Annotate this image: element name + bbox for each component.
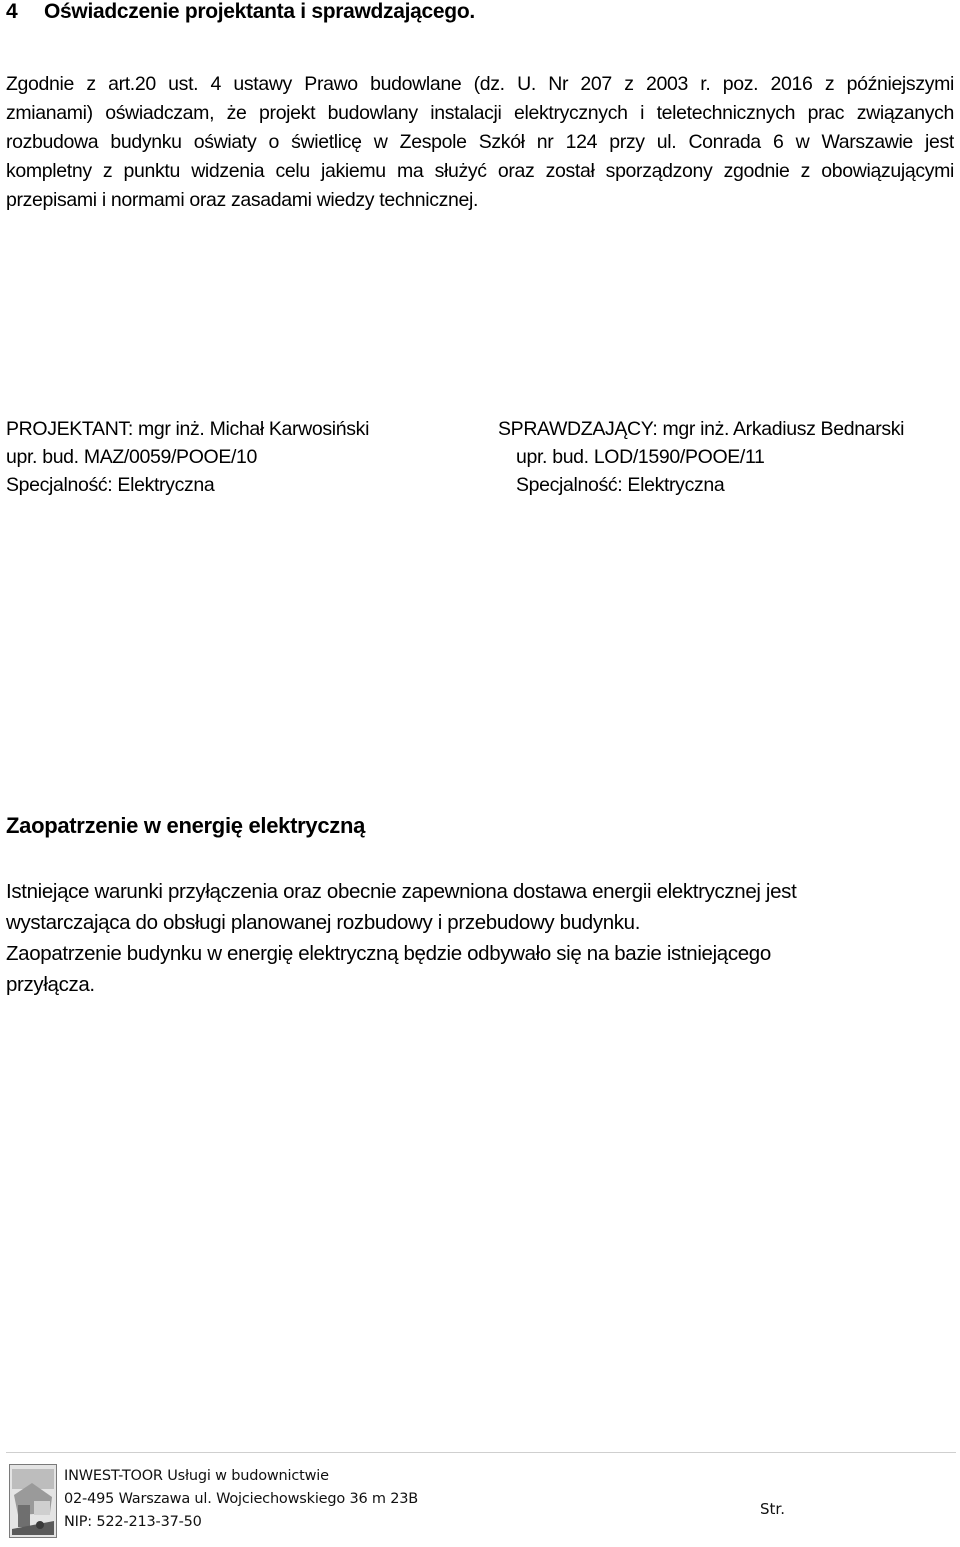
company-logo bbox=[9, 1464, 57, 1538]
power-supply-line: Zaopatrzenie budynku w energię elektryczną będzie odbywało się na bazie istniejącego bbox=[6, 942, 771, 965]
designer-license: upr. bud. MAZ/0059/POOE/10 bbox=[6, 446, 258, 468]
statement-line: Zgodnie z art.20 ust. 4 ustawy Prawo budowlane (dz. U. Nr 207 z 2003 r. poz. 2016 z późniejszymi bbox=[6, 73, 954, 95]
statement-line: zmianami) oświadczam, że projekt budowlany instalacji elektrycznych i teletechnicznych prac związanych bbox=[6, 102, 954, 124]
statement-line: przepisami i normami oraz zasadami wiedzy technicznej. bbox=[6, 189, 479, 211]
statement-paragraph bbox=[6, 70, 954, 215]
checker-block bbox=[498, 415, 904, 499]
statement-line: kompletny z punktu widzenia celu jakiemu ma służyć oraz został sporządzony zgodnie z obowiązującymi bbox=[6, 160, 954, 182]
section-title: Oświadczenie projektanta i sprawdzającego. bbox=[44, 0, 475, 23]
footer-divider bbox=[6, 1452, 956, 1453]
section-number: 4 bbox=[6, 0, 18, 23]
checker-license: upr. bud. LOD/1590/POOE/11 bbox=[516, 446, 765, 468]
power-supply-paragraph bbox=[6, 876, 796, 1000]
footer-company: INWEST-TOOR Usługi w budownictwie bbox=[64, 1468, 329, 1484]
designer-name: PROJEKTANT: mgr inż. Michał Karwosiński bbox=[6, 418, 370, 440]
footer-nip: NIP: 522-213-37-50 bbox=[64, 1514, 202, 1530]
power-supply-line: Istniejące warunki przyłączenia oraz obecnie zapewniona dostawa energii elektrycznej jest bbox=[6, 880, 797, 903]
statement-line: rozbudowa budynku oświaty o świetlicę w Zespole Szkół nr 124 przy ul. Conrada 6 w Warszawie jest bbox=[6, 131, 954, 153]
designer-specialty: Specjalność: Elektryczna bbox=[6, 474, 215, 496]
footer-address: 02-495 Warszawa ul. Wojciechowskiego 36 m 23B bbox=[64, 1491, 419, 1507]
footer-page-label: Str. bbox=[760, 1500, 785, 1518]
section-heading bbox=[6, 0, 475, 24]
checker-specialty: Specjalność: Elektryczna bbox=[516, 474, 725, 496]
power-supply-line: wystarczająca do obsługi planowanej rozbudowy i przebudowy budynku. bbox=[6, 911, 641, 934]
company-logo-image bbox=[10, 1465, 56, 1537]
designer-block bbox=[6, 415, 369, 499]
power-supply-line: przyłącza. bbox=[6, 973, 95, 996]
checker-name: SPRAWDZAJĄCY: mgr inż. Arkadiusz Bednarski bbox=[498, 418, 905, 440]
power-supply-title: Zaopatrzenie w energię elektryczną bbox=[6, 813, 366, 838]
